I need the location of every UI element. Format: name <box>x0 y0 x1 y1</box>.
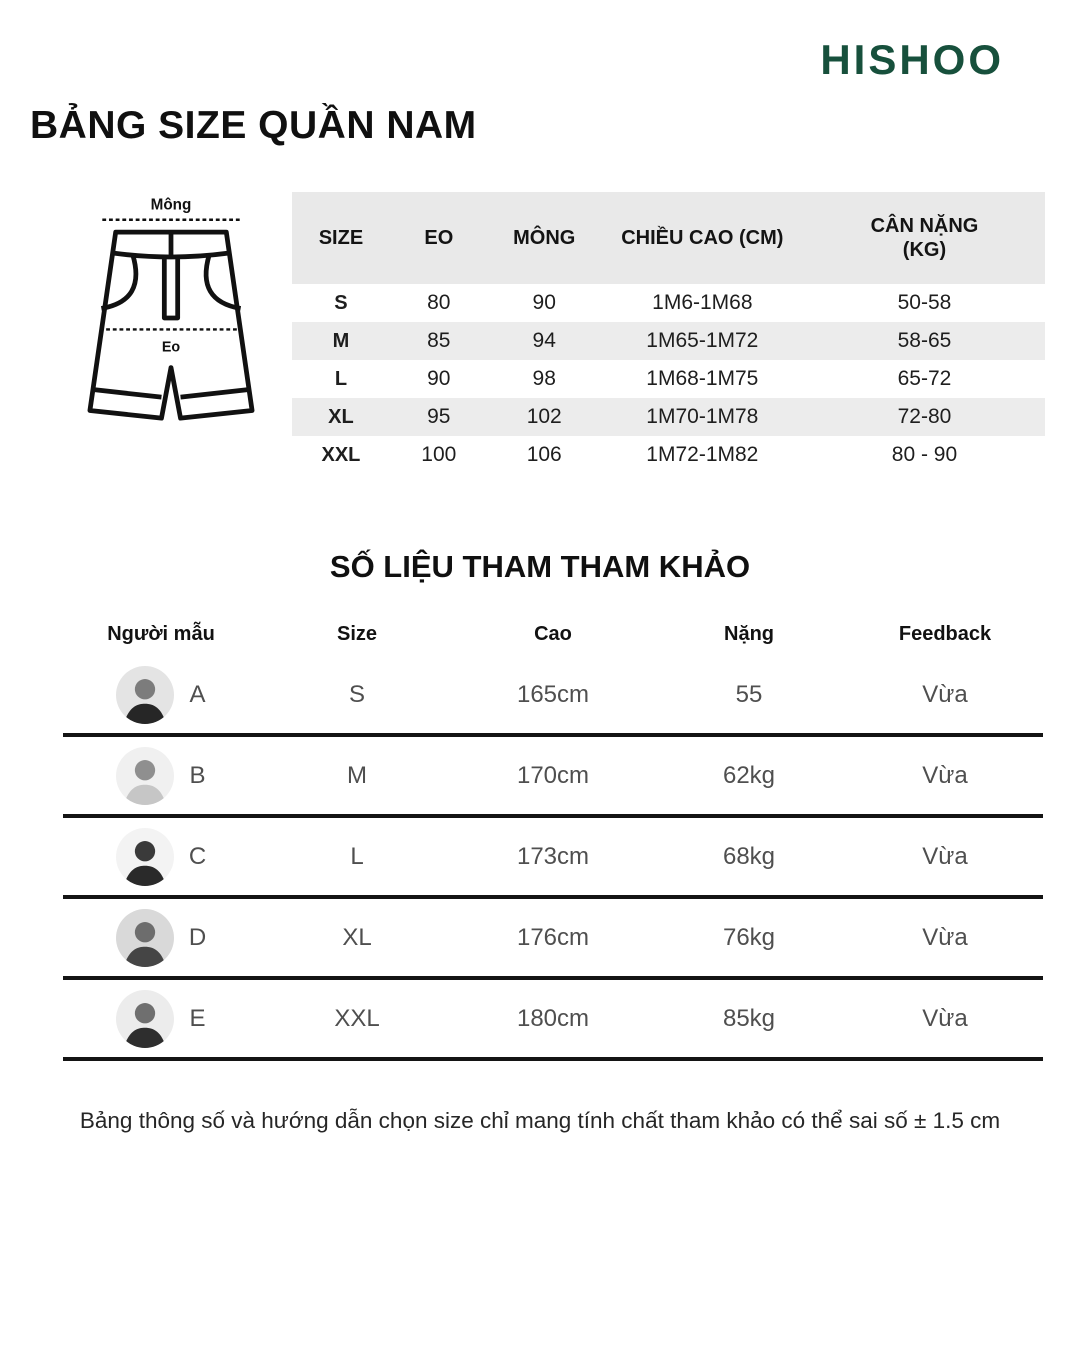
model-height: 165cm <box>516 680 590 708</box>
waist-cell: 85 <box>427 329 451 353</box>
size-table <box>292 192 1045 474</box>
model-weight: 55 <box>735 680 763 708</box>
reference-row-a <box>63 656 1043 737</box>
model-weight: 76kg <box>722 923 776 951</box>
size-section <box>0 192 1080 482</box>
reference-header-row <box>63 612 1043 656</box>
model-weight: 62kg <box>722 761 776 789</box>
size-cell: M <box>332 330 350 352</box>
model-letter: B <box>189 761 206 789</box>
model-letter: A <box>189 680 206 708</box>
model-size: XXL <box>334 1004 380 1032</box>
model-letter: D <box>188 923 207 951</box>
footnote: Bảng thông số và hướng dẫn chọn size chỉ mang tính chất tham khảo có thể sai số ± 1.5 cm <box>79 1108 1001 1133</box>
model-avatar <box>116 909 174 967</box>
shorts-diagram-icon <box>66 194 276 442</box>
model-avatar <box>116 666 174 724</box>
reference-header: Cao <box>534 622 572 645</box>
model-avatar <box>116 747 174 805</box>
size-table-row-l <box>292 360 1045 398</box>
weight-cell: 65-72 <box>897 367 952 391</box>
size-table-header: SIZE <box>318 227 364 249</box>
model-feedback: Vừa <box>922 1004 968 1032</box>
reference-row-e <box>63 980 1043 1061</box>
model-size: S <box>348 680 365 708</box>
model-size: M <box>347 761 367 789</box>
height-cell: 1M72-1M82 <box>646 443 759 467</box>
brand-logo: HISHOO <box>820 36 1004 83</box>
waist-cell: 100 <box>421 443 457 467</box>
reference-title: SỐ LIỆU THAM THAM KHẢO <box>329 549 751 584</box>
hip-cell: 94 <box>532 329 556 353</box>
size-table-row-xxl <box>292 436 1045 474</box>
hip-cell: 102 <box>526 405 562 429</box>
height-cell: 1M6-1M68 <box>652 291 753 315</box>
model-weight: 68kg <box>722 842 776 870</box>
model-avatar <box>116 828 174 886</box>
size-cell: XL <box>328 406 354 428</box>
reference-header: Nặng <box>724 622 774 645</box>
model-feedback: Vừa <box>922 680 968 708</box>
model-avatar <box>116 990 174 1048</box>
height-cell: 1M65-1M72 <box>646 329 759 353</box>
waist-cell: 80 <box>427 291 451 315</box>
hip-cell: 98 <box>532 367 556 391</box>
weight-cell: 58-65 <box>897 329 952 353</box>
size-cell: L <box>334 368 348 390</box>
size-table-row-s <box>292 284 1045 322</box>
hip-cell: 90 <box>532 291 556 315</box>
size-table-header: EO <box>424 227 454 249</box>
page-title: BẢNG SIZE QUẦN NAM <box>30 104 477 147</box>
diagram-hip-label: Mông <box>150 196 192 214</box>
model-feedback: Vừa <box>922 842 968 870</box>
size-table-row-xl <box>292 398 1045 436</box>
model-feedback: Vừa <box>922 761 968 789</box>
hip-cell: 106 <box>526 443 562 467</box>
model-size: XL <box>342 923 372 951</box>
size-cell: XXL <box>321 444 361 466</box>
size-table-header: MÔNG <box>513 227 576 249</box>
size-table-header-row <box>292 192 1045 284</box>
size-table-header: CHIỀU CAO (CM) <box>621 227 784 249</box>
model-height: 173cm <box>516 842 590 870</box>
reference-header: Size <box>336 622 378 645</box>
height-cell: 1M68-1M75 <box>646 367 759 391</box>
reference-row-d <box>63 899 1043 980</box>
reference-row-c <box>63 818 1043 899</box>
reference-table <box>63 612 1043 1061</box>
model-height: 170cm <box>516 761 590 789</box>
size-table-header: CÂN NẶNG (KG) <box>870 215 979 261</box>
weight-cell: 50-58 <box>897 291 952 315</box>
waist-cell: 90 <box>427 367 451 391</box>
size-table-row-m <box>292 322 1045 360</box>
model-letter: E <box>189 1004 206 1032</box>
model-feedback: Vừa <box>922 923 968 951</box>
model-weight: 85kg <box>722 1004 776 1032</box>
waist-cell: 95 <box>427 405 451 429</box>
diagram-waist-label: Eo <box>161 339 181 356</box>
size-cell: S <box>334 292 348 314</box>
weight-cell: 72-80 <box>897 405 952 429</box>
reference-header: Người mẫu <box>107 622 215 645</box>
model-letter: C <box>188 842 207 870</box>
weight-cell: 80 - 90 <box>891 443 958 467</box>
model-height: 176cm <box>516 923 590 951</box>
model-height: 180cm <box>516 1004 590 1032</box>
reference-row-b <box>63 737 1043 818</box>
height-cell: 1M70-1M78 <box>646 405 759 429</box>
model-size: L <box>350 842 364 870</box>
reference-header: Feedback <box>898 622 992 645</box>
